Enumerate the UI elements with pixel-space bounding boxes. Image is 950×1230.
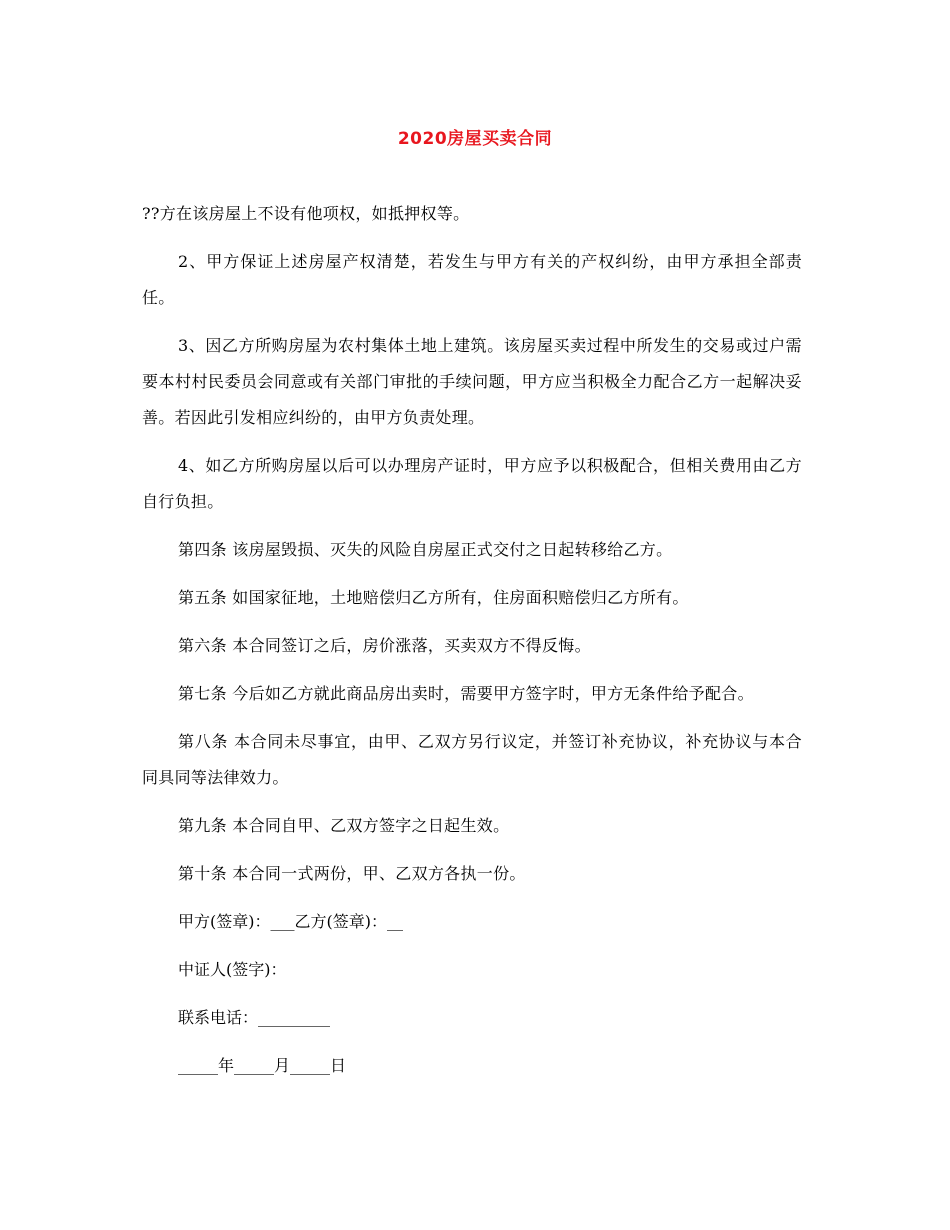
paragraph-article-5: 第五条 如国家征地，土地赔偿归乙方所有，住房面积赔偿归乙方所有。 [178, 588, 689, 607]
paragraph-clause-3: 3、因乙方所购房屋为农村集体土地上建筑。该房屋买卖过程中所发生的交易或过户需要本村村民委员会同意或有关部门审批的手续问题，甲方应当积极全力配合乙方一起解决妥善。若因此引发相应纠纷的，由甲方负责处理。 [142, 336, 802, 427]
signature-parties-line: 甲方(签章)：___乙方(签章)：__ [178, 912, 403, 931]
document-title: 2020房屋买卖合同 [397, 129, 553, 149]
paragraph-article-6: 第六条 本合同签订之后，房价涨落，买卖双方不得反悔。 [178, 636, 591, 655]
paragraph-clause-2: 2、甲方保证上述房屋产权清楚，若发生与甲方有关的产权纠纷，由甲方承担全部责任。 [142, 252, 802, 307]
paragraph-encumbrance: ??方在该房屋上不设有他项权，如抵押权等。 [142, 204, 470, 223]
document-body [142, 196, 802, 1084]
paragraph-clause-4: 4、如乙方所购房屋以后可以办理房产证时，甲方应予以积极配合，但相关费用由乙方自行负担。 [142, 456, 802, 511]
paragraph-article-8: 第八条 本合同未尽事宜，由甲、乙双方另行议定，并签订补充协议，补充协议与本合同具同等法律效力。 [142, 732, 802, 787]
paragraph-article-9: 第九条 本合同自甲、乙双方签字之日起生效。 [178, 816, 510, 835]
contact-phone-line: 联系电话：_________ [178, 1008, 331, 1027]
paragraph-article-7: 第七条 今后如乙方就此商品房出卖时，需要甲方签字时，甲方无条件给予配合。 [178, 684, 754, 703]
paragraph-article-10: 第十条 本合同一式两份，甲、乙双方各执一份。 [178, 864, 526, 883]
paragraph-article-4: 第四条 该房屋毁损、灭失的风险自房屋正式交付之日起转移给乙方。 [178, 540, 673, 559]
signature-date-line: _____年_____月_____日 [178, 1056, 347, 1075]
signature-witness-line: 中证人(签字)： [178, 960, 287, 979]
